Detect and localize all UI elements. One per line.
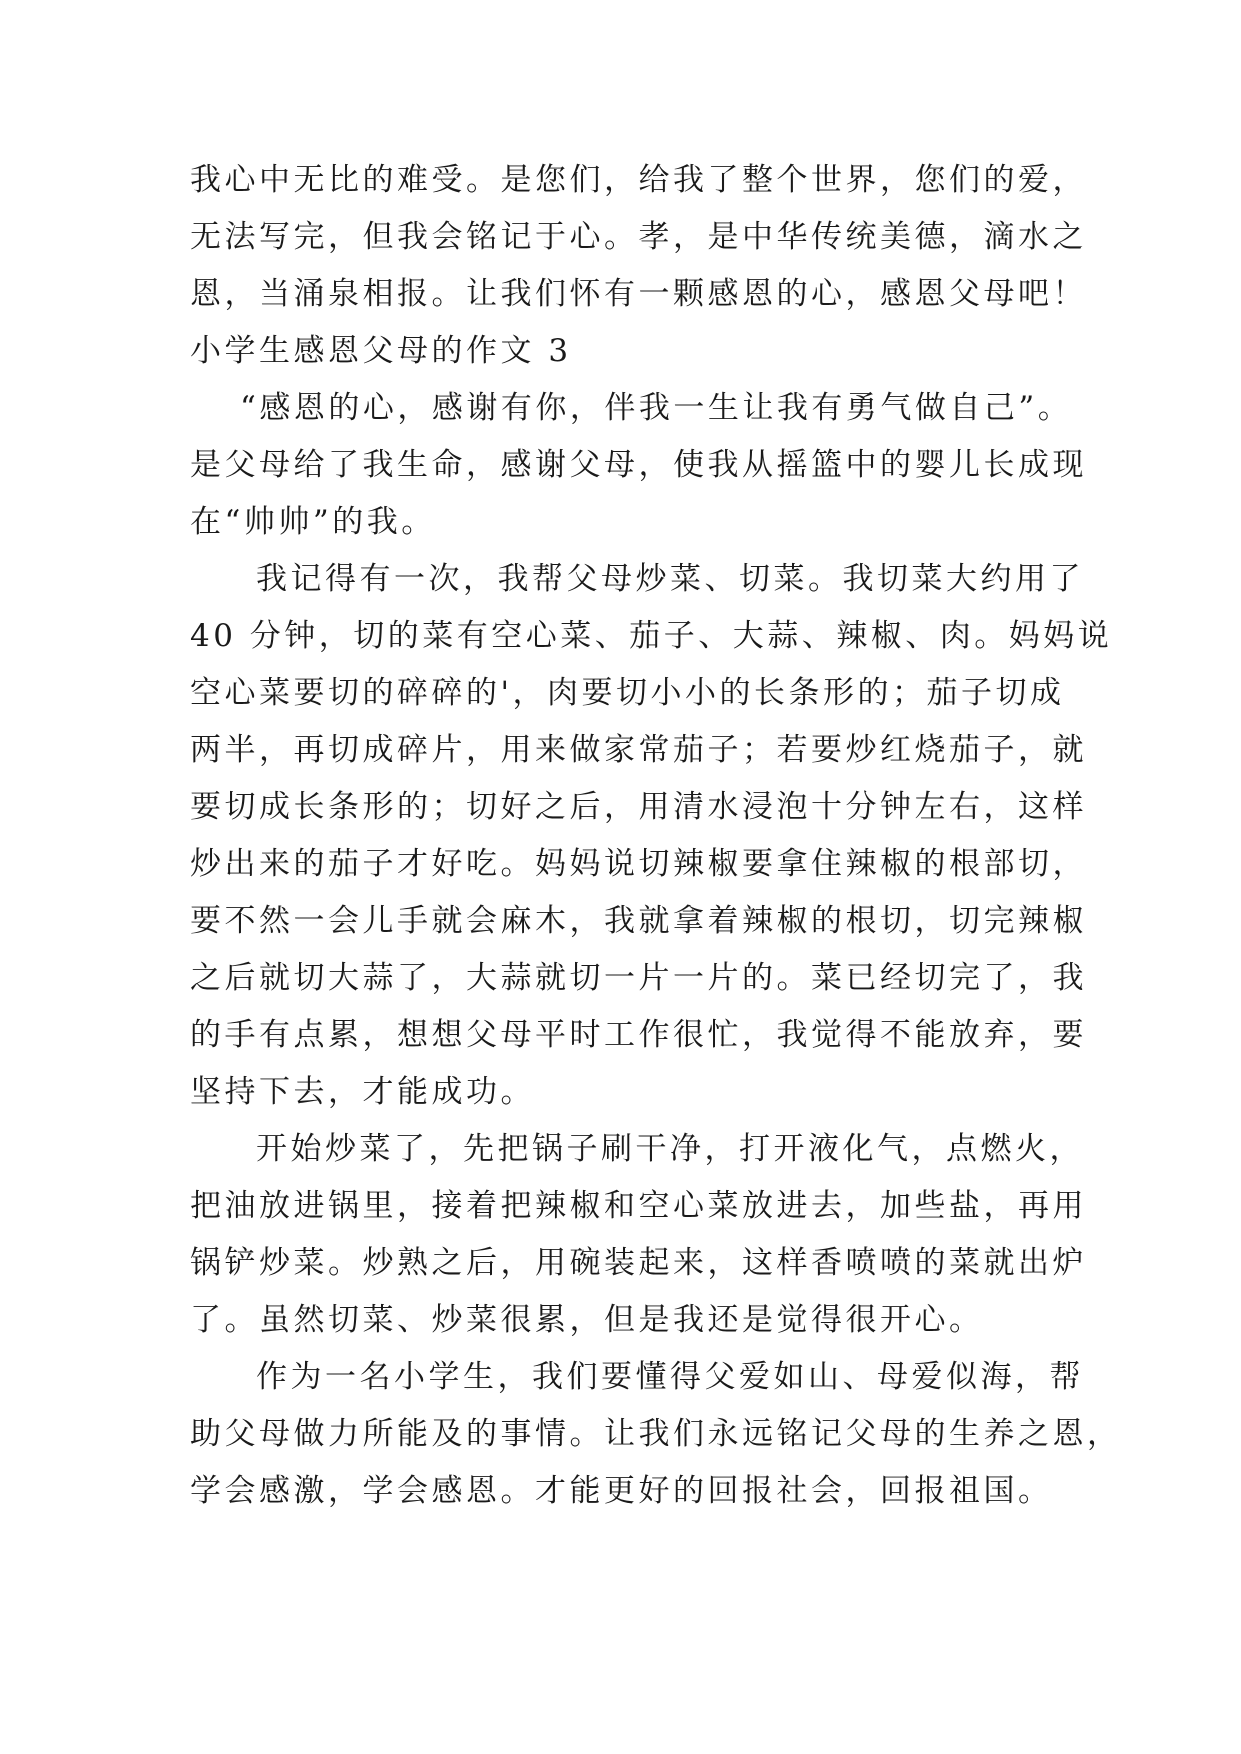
text-line: 恩，当涌泉相报。让我们怀有一颗感恩的心，感恩父母吧！ xyxy=(190,276,1087,312)
text-line: 坚持下去，才能成功。 xyxy=(190,1074,535,1110)
text-line: 把油放进锅里，接着把辣椒和空心菜放进去，加些盐，再用 xyxy=(190,1188,1087,1224)
section-heading: 小学生感恩父母的作文 3 xyxy=(190,333,572,369)
text-line: 的手有点累，想想父母平时工作很忙，我觉得不能放弃，要 xyxy=(190,1017,1087,1053)
text-line: 40 分钟，切的菜有空心菜、茄子、大蒜、辣椒、肉。妈妈说 xyxy=(190,618,1113,654)
text-line: 空心菜要切的碎碎的'，肉要切小小的长条形的；茄子切成 xyxy=(190,675,1065,711)
text-line: “感恩的心，感谢有你，伴我一生让我有勇气做自己”。 xyxy=(240,390,1073,426)
text-line: 我记得有一次，我帮父母炒菜、切菜。我切菜大约用了 xyxy=(256,561,1084,597)
text-line: 助父母做力所能及的事情。让我们永远铭记父母的生养之恩， xyxy=(190,1416,1122,1452)
text-line: 要不然一会儿手就会麻木，我就拿着辣椒的根切，切完辣椒 xyxy=(190,903,1087,939)
text-line: 无法写完，但我会铭记于心。孝，是中华传统美德，滴水之 xyxy=(190,219,1087,255)
text-line: 炒出来的茄子才好吃。妈妈说切辣椒要拿住辣椒的根部切， xyxy=(190,846,1087,882)
text-line: 学会感激，学会感恩。才能更好的回报社会，回报祖国。 xyxy=(190,1473,1053,1509)
text-line: 要切成长条形的；切好之后，用清水浸泡十分钟左右，这样 xyxy=(190,789,1087,825)
text-line: 了。虽然切菜、炒菜很累，但是我还是觉得很开心。 xyxy=(190,1302,984,1338)
text-line: 两半，再切成碎片，用来做家常茄子；若要炒红烧茄子，就 xyxy=(190,732,1087,768)
text-line: 之后就切大蒜了，大蒜就切一片一片的。菜已经切完了，我 xyxy=(190,960,1087,996)
text-line: 开始炒菜了，先把锅子刷干净，打开液化气，点燃火， xyxy=(256,1131,1084,1167)
text-line: 锅铲炒菜。炒熟之后，用碗装起来，这样香喷喷的菜就出炉 xyxy=(190,1245,1087,1281)
text-line: 我心中无比的难受。是您们，给我了整个世界，您们的爱， xyxy=(190,162,1087,198)
text-line: 作为一名小学生，我们要懂得父爱如山、母爱似海，帮 xyxy=(256,1359,1084,1395)
document-body xyxy=(190,152,1122,1520)
text-line: 是父母给了我生命，感谢父母，使我从摇篮中的婴儿长成现 xyxy=(190,447,1087,483)
text-line: 在“帅帅”的我。 xyxy=(190,504,436,540)
